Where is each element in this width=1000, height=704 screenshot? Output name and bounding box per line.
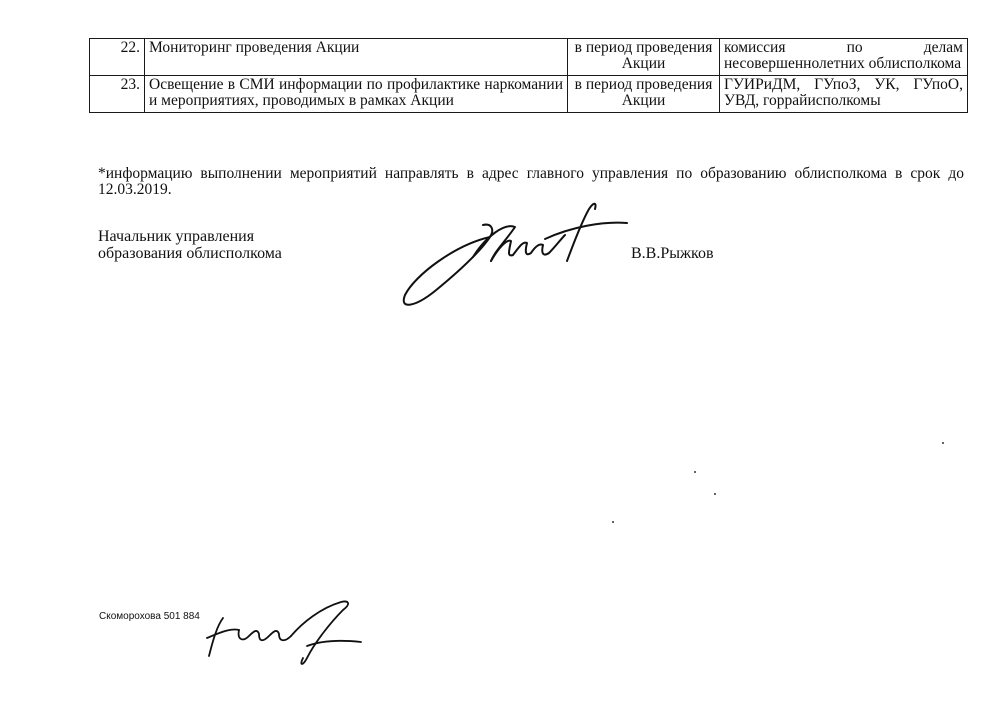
responsible-line-1: комиссия по делам: [724, 39, 963, 56]
row-number: 22.: [90, 39, 145, 76]
signer-position-line-2: образования облисполкома: [98, 245, 282, 262]
scan-speck: [612, 521, 614, 523]
signer-position-line-1: Начальник управления: [98, 228, 255, 245]
responsible-line-1: ГУИРиДМ, ГУпоЗ, УК, ГУпоО,: [724, 76, 963, 93]
measures-table: [89, 38, 968, 113]
responsible-cell: [720, 76, 968, 113]
responsible-cell: [720, 39, 968, 76]
activity-cell: Освещение в СМИ информации по профилактике наркомании и мероприятиях, проводимых в рамках Акции: [145, 76, 568, 113]
responsible-line-rest: несовершеннолетних облисполкома: [724, 55, 962, 72]
table-row: [90, 76, 968, 113]
scan-speck: [694, 471, 696, 473]
scan-speck: [714, 493, 716, 495]
executor-contact: Скоморохова 501 884: [99, 611, 200, 622]
signer-position: [98, 228, 282, 262]
footnote: *информацию выполнении мероприятий направлять в адрес главного управления по образованию облисполкома в срок до 12.03.2019.: [98, 165, 964, 198]
row-number: 23.: [90, 76, 145, 113]
executor-signature: [203, 592, 368, 672]
table-row: [90, 39, 968, 76]
responsible-line-rest: УВД, горрайисполкомы: [724, 92, 881, 109]
handwritten-signature: [395, 195, 645, 320]
activity-cell: Мониторинг проведения Акции: [145, 39, 568, 76]
scan-speck: [942, 442, 944, 444]
signer-name: В.В.Рыжков: [631, 245, 714, 262]
term-cell: в период проведения Акции: [568, 76, 720, 113]
term-cell: в период проведения Акции: [568, 39, 720, 76]
